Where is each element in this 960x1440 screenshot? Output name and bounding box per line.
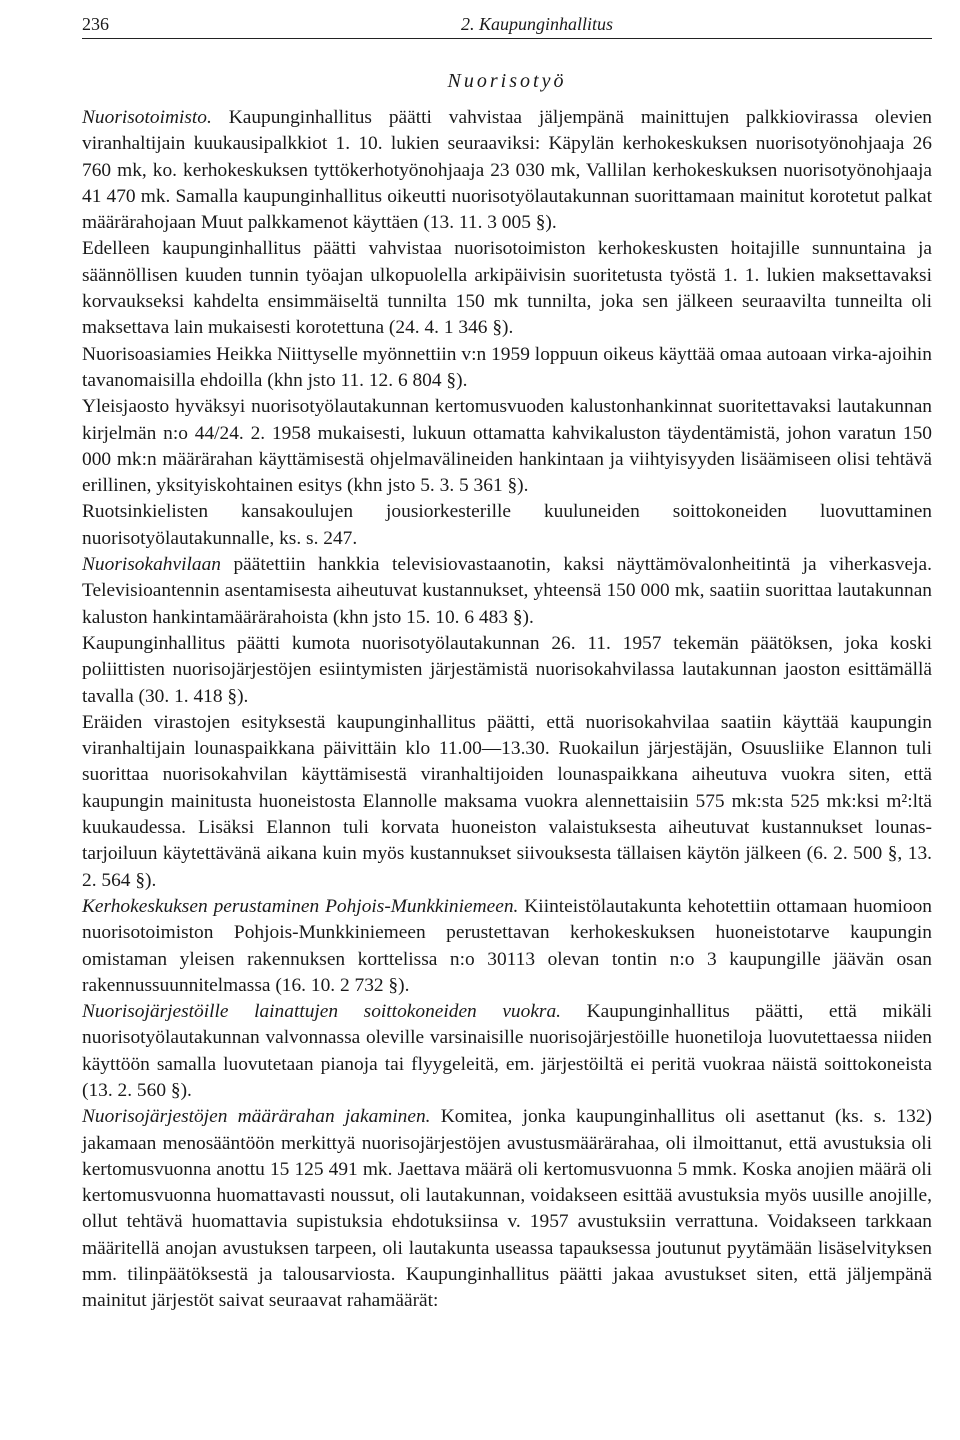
page-number: 236 xyxy=(82,14,109,34)
paragraph-lead: Nuorisokahvilaan xyxy=(82,554,221,576)
paragraph xyxy=(82,105,932,236)
paragraph xyxy=(82,236,932,341)
paragraph-text: Edelleen kaupunginhallitus päätti vahvistaa nuorisotoimiston kerhokeskusten hoitajille sunnuntaina ja säännöllisen kuuden tunnin työajan ulkopuolella arkipäivisin suoritetusta työstä 1. 1. lukien maksettavaksi korvaukseksi kahdelta ensimmäiseltä tunnilta 150 mk tunnilta, joka sen jälkeen seuraavilta tunneilta oli maksettava lain mukaisesti korotettuna (24. 4. 1 346 §). xyxy=(82,238,932,339)
paragraph xyxy=(82,499,932,552)
paragraph-lead: Nuorisojärjestöille lainattujen soittokoneiden vuokra. xyxy=(82,1001,562,1023)
page-header xyxy=(82,0,932,40)
body-text xyxy=(82,105,932,1315)
paragraph xyxy=(82,394,932,499)
paragraph-text: päätettiin hankkia televisiovastaanotin, kaksi näyttämövalonheitintä ja viherkasveja. Televisioantennin asentamisesta aiheutuvat kustannukset, yhteensä 150 000 mk, saatiin suorittaa lautakunnan kaluston hankintamäärärahoista (khn jsto 15. 10. 6 483 §). xyxy=(82,554,932,628)
paragraph-text: Kaupunginhallitus päätti, että mikäli nuorisotyölautakunnan valvonnassa oleville varsinaisille nuorisojärjestöille huonetiloja luovutettaessa niiden käyttöön samalla luovutetaan pianoja tai flyygeleitä, em. järjestöiltä ei peritä vuokraa näistä soittokoneista (13. 2. 560 §). xyxy=(82,1001,932,1101)
paragraph-text: Kaupunginhallitus päätti vahvistaa jäljempänä mainittujen palkkiovirassa olevien viranhaltijain kuukausipalkkiot 1. 10. lukien seuraaviksi: Käpylän kerhokeskuksen nuorisotyönohjaaja 26 760 mk, ko. kerhokeskuksen tyttökerhotyönohjaaja 23 030 mk, Vallilan kerhokeskuksen nuorisotyönohjaaja 41 470 mk. Samalla kaupunginhallitus oikeutti nuorisotyölautakunnan suorittamaan mainitut korotetut palkat määrärahojaan Muut palkkamenot käyttäen (13. 11. 3 005 §). xyxy=(82,107,932,234)
paragraph-lead: Nuorisojärjestöjen määrärahan jakaminen. xyxy=(82,1106,431,1128)
paragraph-text: Ruotsinkielisten kansakoulujen jousiorkesterille kuuluneiden soittokoneiden luovuttaminen nuorisotyölautakunnalle, ks. s. 247. xyxy=(82,501,932,549)
paragraph xyxy=(82,342,932,395)
paragraph-text: Yleisjaosto hyväksyi nuorisotyölautakunnan kertomusvuoden kalustonhankinnat suoritettavaksi lautakunnan kirjelmän n:o 44/24. 2. 1958 mukaisesti, lukuun ottamatta kahvikaluston täydentämistä, johon varatun 150 000 mk:n määrärahan käyttämisestä ohjelmavälineiden hankintaan ja viihtyisyyden lisäämiseen olisi tehtävä erillinen, yksityiskohtainen esitys (khn jsto 5. 3. 5 361 §). xyxy=(82,396,932,497)
paragraph-text: Nuorisoasiamies Heikka Niittyselle myönnettiin v:n 1959 loppuun oikeus käyttää omaa autoaan virka-ajoihin tavanomaisilla ehdoilla (khn jsto 11. 12. 6 804 §). xyxy=(82,343,932,391)
paragraph xyxy=(82,1104,932,1314)
paragraph-text: Eräiden virastojen esityksestä kaupunginhallitus päätti, että nuorisokahvilaa saatiin käyttää kaupungin viranhaltijain lounaspaikkana päivittäin klo 11.00—13.30. Ruokailun järjestäjän, Osuusliike Elannon tuli suorittaa nuorisokahvilan käyttämisestä viranhaltijoiden lounaspaikkana aiheutuva vuokra siten, että kaupungin mainitusta huoneistosta Elannolle maksama vuokra alennettaisiin 575 mk:sta 525 mk:ksi m²:ltä kuukaudessa. Lisäksi Elannon tuli korvata huoneiston valaistuksesta aiheutuvat kustannukset lounastarjoiluun käytettävänä aikana kuin myös kustannukset siivouksesta tällaisen käytön jälkeen (6. 2. 500 §, 13. 2. 564 §). xyxy=(82,711,932,891)
paragraph-text: Kaupunginhallitus päätti kumota nuorisotyölautakunnan 26. 11. 1957 tekemän päätöksen, joka koski poliittisten nuorisojärjestöjen esiintymisten järjestämistä nuorisokahvilassa lautakunnan jaoston esittämällä tavalla (30. 1. 418 §). xyxy=(82,632,932,707)
paragraph-text: Kiinteistölautakunta kehotettiin ottamaan huomioon nuorisotoimiston Pohjois-Munkkiniemeen perustettavan kerhokeskuksen huoneistotarve kaupungin omistaman yleisen rakennuksen korttelissa n:o 30113 olevan tontin n:o 3 kaupungille jäävän osan rakennussuunnitelmassa (16. 10. 2 732 §). xyxy=(82,895,932,996)
running-head: 2. Kaupunginhallitus xyxy=(460,14,613,34)
header-rule xyxy=(82,38,932,39)
section-title: Nuorisotyö xyxy=(447,70,567,92)
paragraph-lead: Nuorisotoimisto. xyxy=(82,107,212,128)
paragraph-lead: Kerhokeskuksen perustaminen Pohjois-Munkkiniemeen. xyxy=(82,895,519,917)
paragraph xyxy=(82,894,932,999)
paragraph xyxy=(82,552,932,631)
paragraph xyxy=(82,631,932,710)
paragraph-text: Komitea, jonka kaupunginhallitus oli asettanut (ks. s. 132) jakamaan menosääntöön merkittyä nuorisojärjestöjen avustusmäärärahaa, oli ilmoittanut, että avustuksia oli kertomusvuonna anottu 15 125 491 mk. Jaettava määrä oli kertomusvuonna 5 mmk. Koska anojien määrä oli kertomusvuonna huomattavasti noussut, oli lautakunnan, voidakseen esittää avustuksia myös uusille anojille, ollut tehtävä huomattavia supistuksia ehdotuksiinsa v. 1957 avustuksiin verrattuna. Voidakseen tarkkaan määritellä anojan avustuksen tarpeen, oli lautakunta useassa tapauksessa joutunut pyytämään lisäselvityksen mm. tilinpäätöksestä ja talousarviosta. Kaupunginhallitus päätti jakaa avustukset siten, että jäljempänä mainitut järjestöt saivat seuraavat rahamäärät: xyxy=(82,1106,932,1312)
paragraph xyxy=(82,710,932,894)
paragraph xyxy=(82,999,932,1104)
